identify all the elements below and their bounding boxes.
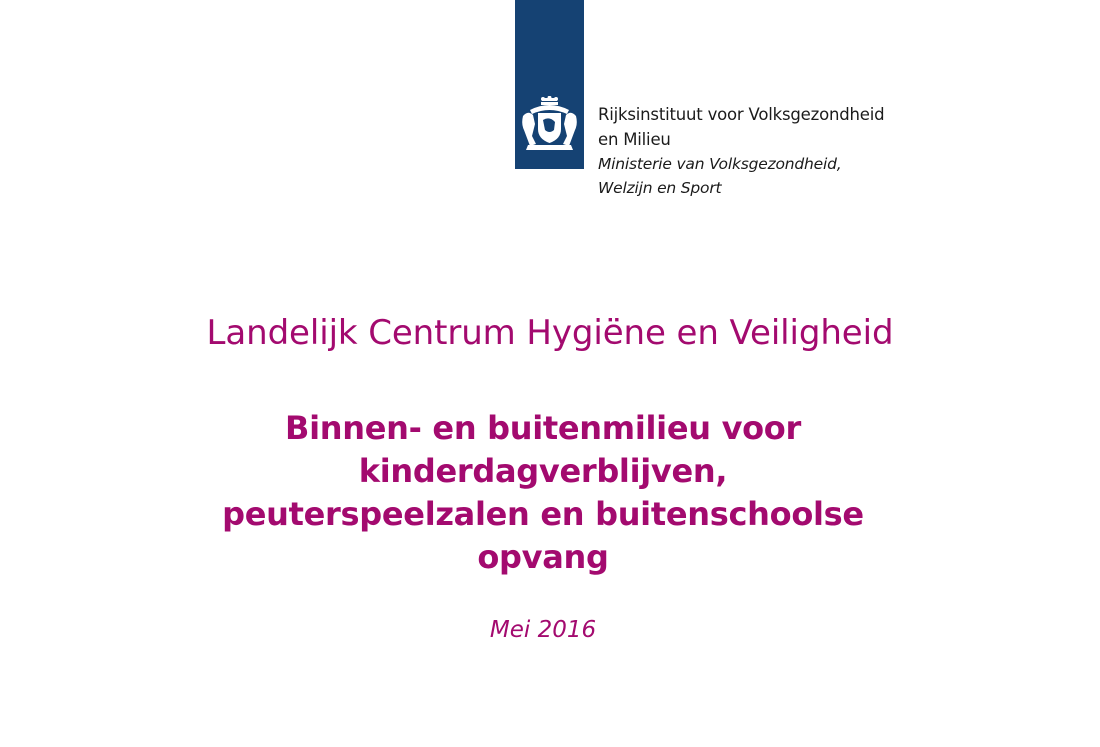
centre-name: Landelijk Centrum Hygiëne en Veiligheid: [206, 313, 894, 353]
title-line-1: Binnen- en buitenmilieu voor: [285, 409, 801, 447]
title-line-2: kinderdagverblijven,: [358, 452, 728, 490]
organization-name-line-1: Rijksinstituut voor Volksgezondheid: [598, 105, 885, 124]
ministry-name-line-2: Welzijn en Sport: [598, 179, 722, 197]
organization-name-line-2: en Milieu: [598, 130, 671, 149]
publication-date: Mei 2016: [489, 617, 597, 643]
title-line-4: opvang: [477, 538, 609, 576]
organization-block: [598, 102, 884, 200]
document-title: [0, 407, 1086, 579]
title-line-3: peuterspeelzalen en buitenschoolse: [222, 495, 864, 533]
coat-of-arms-icon: [520, 96, 579, 154]
logo-bar: [515, 0, 584, 169]
ministry-name-line-1: Ministerie van Volksgezondheid,: [598, 155, 842, 173]
